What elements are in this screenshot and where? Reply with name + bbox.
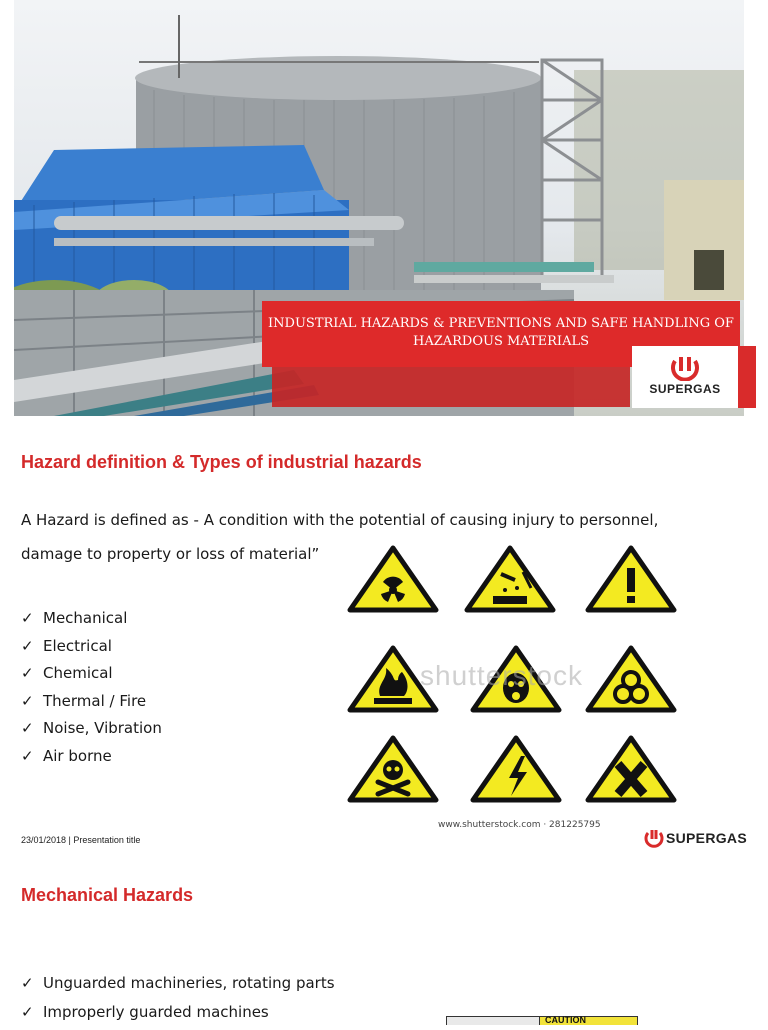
checkmark-icon: ✓ [21, 691, 34, 710]
list-item: ✓ Improperly guarded machines [21, 1003, 269, 1021]
checkmark-icon: ✓ [21, 636, 34, 655]
checkmark-icon: ✓ [21, 609, 34, 627]
list-item: ✓ Noise, Vibration [21, 719, 162, 738]
biohazard-sign-icon [588, 648, 674, 710]
cover-red-strip [272, 367, 630, 407]
checkmark-icon: ✓ [21, 1003, 34, 1021]
footer-logo [644, 828, 747, 848]
supergas-flame-icon [644, 828, 664, 848]
hazard-definition-line1: A Hazard is defined as - A condition with the potential of causing injury to personnel, [21, 511, 659, 529]
list-item: ✓ Unguarded machineries, rotating parts [21, 974, 335, 992]
harmful-irritant-sign-icon [588, 738, 674, 800]
hazard-types-list [21, 608, 162, 774]
radiation-sign-icon [350, 548, 436, 610]
slide2-heading: Mechanical Hazards [21, 885, 194, 905]
hazard-definition-line2: damage to property or loss of material” [21, 545, 320, 563]
footer-brand-name: SUPERGAS [666, 830, 747, 846]
cover-brand-name: SUPERGAS [649, 382, 721, 396]
checkmark-icon: ✓ [21, 974, 34, 992]
supergas-flame-icon [669, 355, 701, 381]
stock-watermark: shutterstock [420, 660, 583, 691]
toxic-skull-sign-icon [350, 738, 436, 800]
stock-image-url: www.shutterstock.com · 281225795 [438, 820, 601, 830]
cover-logo [632, 346, 756, 408]
exclamation-sign-icon [588, 548, 674, 610]
mechanical-hazards-list [21, 973, 335, 1030]
list-item: ✓ Air borne [21, 746, 112, 765]
cover-title-line2: HAZARDOUS MATERIALS [412, 334, 589, 349]
cover-title-line1: INDUSTRIAL HAZARDS & PREVENTIONS AND SAFE HANDLING OF [268, 316, 734, 331]
checkmark-icon: ✓ [21, 719, 34, 738]
slide-footer-date-title: 23/01/2018 | Presentation title [21, 835, 141, 845]
list-item: ✓ Chemical [21, 664, 113, 683]
caution-label: CAUTION [545, 1015, 586, 1025]
corrosive-sign-icon [467, 548, 553, 610]
high-voltage-sign-icon [473, 738, 559, 800]
checkmark-icon: ✓ [21, 746, 34, 765]
slide1-heading: Hazard definition & Types of industrial hazards [21, 452, 422, 472]
list-item: ✓ Thermal / Fire [21, 691, 147, 710]
list-item: ✓ Mechanical [21, 609, 128, 627]
list-item: ✓ Electrical [21, 636, 112, 655]
checkmark-icon: ✓ [21, 664, 34, 683]
